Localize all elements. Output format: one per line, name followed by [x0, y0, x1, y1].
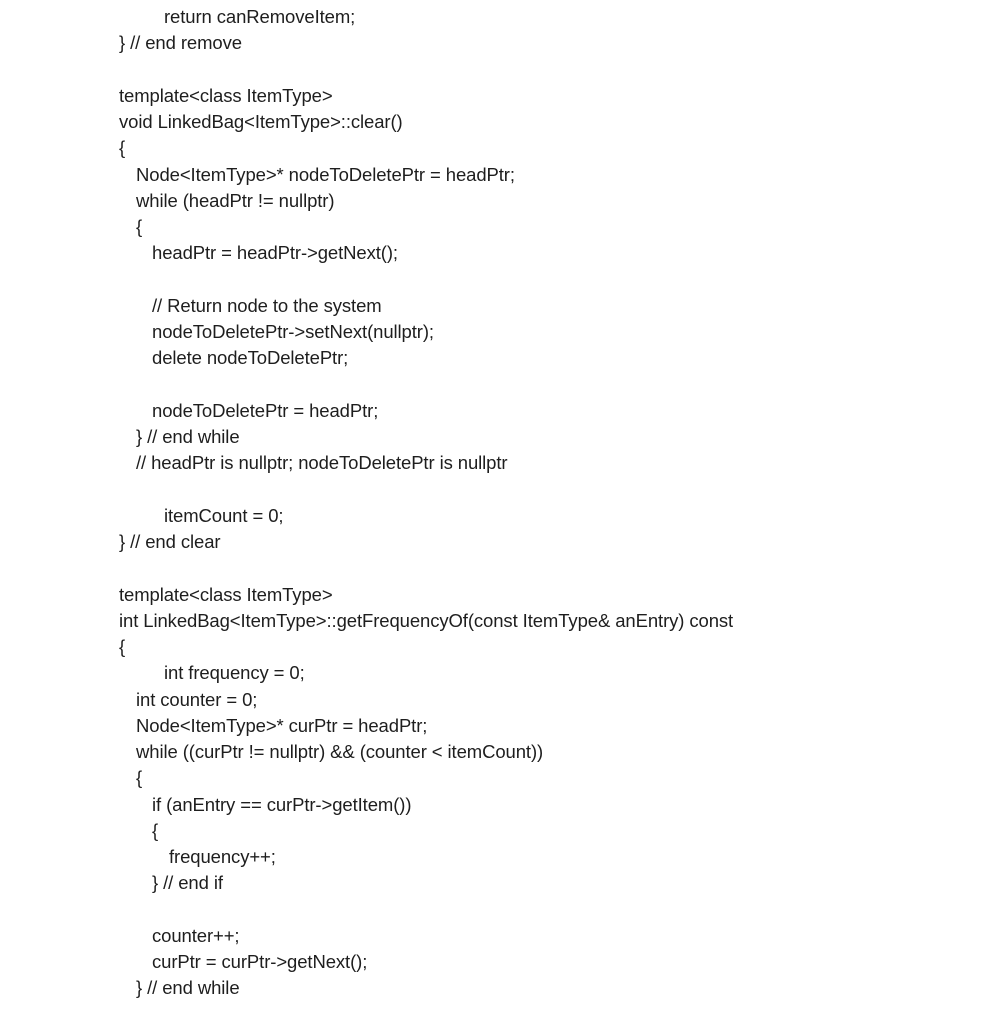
code-line: { [136, 216, 143, 237]
code-line: } // end clear [119, 531, 221, 552]
code-line: if (anEntry == curPtr->getItem()) [152, 793, 412, 815]
code-line: headPtr = headPtr->getNext(); [152, 242, 398, 264]
code-line: while (headPtr != nullptr) [136, 189, 335, 211]
code-line: int counter = 0; [136, 688, 258, 710]
code-line: curPtr = curPtr->getNext(); [152, 951, 368, 972]
blank-line [0, 477, 1008, 503]
blank-line [0, 267, 1008, 293]
code-line: template<class ItemType> [119, 583, 333, 605]
code-line: while ((curPtr != nullptr) && (counter < itemCount)) [136, 741, 544, 762]
blank-line [0, 555, 1008, 581]
code-listing [0, 4, 1008, 1002]
code-line: delete nodeToDeletePtr; [152, 347, 349, 369]
blank-line [0, 897, 1008, 923]
code-line: { [152, 819, 159, 841]
code-line: } // end while [136, 426, 240, 447]
code-line: } // end while [136, 977, 240, 999]
code-line: return canRemoveItem; [164, 6, 356, 27]
code-line: Node<ItemType>* nodeToDeletePtr = headPtr; [136, 163, 515, 185]
code-line: counter++; [152, 924, 240, 946]
blank-line [0, 57, 1008, 83]
code-line: // Return node to the system [152, 294, 382, 316]
code-line: { [119, 137, 126, 159]
code-line: itemCount = 0; [164, 504, 284, 526]
blank-line [0, 372, 1008, 398]
code-line: { [119, 636, 126, 657]
code-line: template<class ItemType> [119, 84, 333, 106]
code-line: int LinkedBag<ItemType>::getFrequencyOf(const ItemType& anEntry) const [119, 609, 734, 631]
code-line: Node<ItemType>* curPtr = headPtr; [136, 714, 428, 736]
code-line: nodeToDeletePtr = headPtr; [152, 399, 379, 421]
code-line: { [136, 767, 143, 789]
code-line: } // end remove [119, 32, 242, 54]
code-line: frequency++; [169, 846, 276, 867]
code-line: // headPtr is nullptr; nodeToDeletePtr is nullptr [136, 452, 508, 474]
code-line: int frequency = 0; [164, 662, 305, 684]
code-line: void LinkedBag<ItemType>::clear() [119, 111, 403, 132]
code-line: } // end if [152, 872, 223, 894]
code-line: nodeToDeletePtr->setNext(nullptr); [152, 321, 434, 342]
